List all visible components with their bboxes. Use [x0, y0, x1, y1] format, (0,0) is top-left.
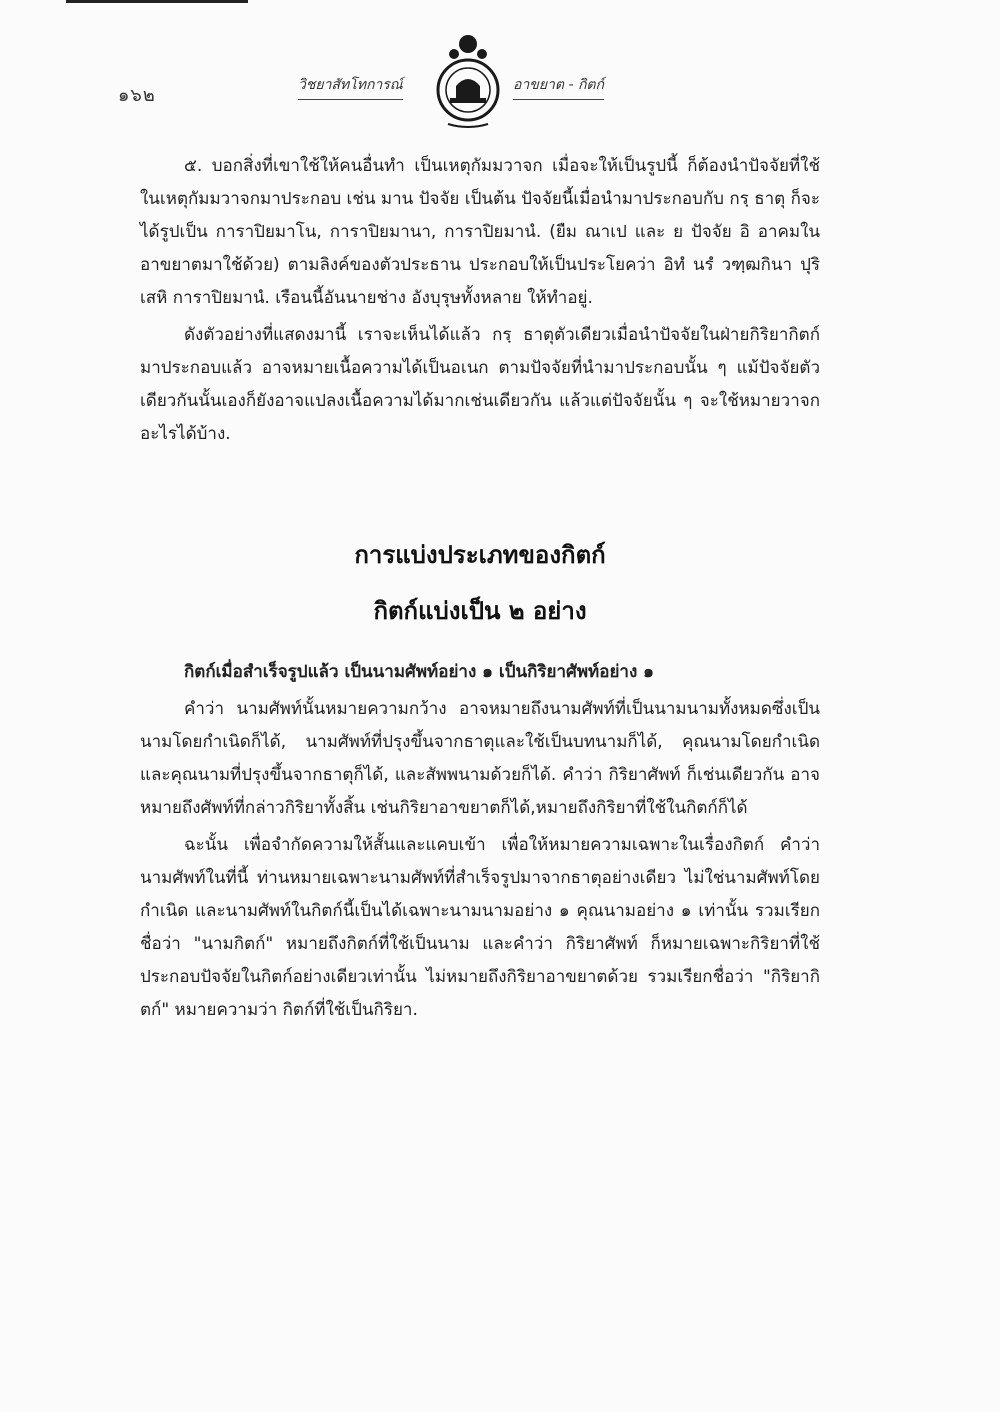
emblem-icon: [428, 32, 508, 132]
paragraph: ๕. บอกสิ่งที่เขาใช้ให้คนอื่นทำ เป็นเหตุกัมมวาจก เมื่อจะให้เป็นรูปนี้ ก็ต้องนำปัจจัยที่ใช้ในเหตุกัมมวาจกมาประกอบ เช่น มาน ปัจจัย เป็นต้น ปัจจัยนี้เมื่อนำมาประกอบกับ กรฺ ธาตุ ก็จะได้รูปเป็น การาปิยมาโน, การาปิยมานา, การาปิยมานํ. (ยืม ณาเป และ ย ปัจจัย อิ อาคมในอาขยาตมาใช้ด้วย) ตามลิงค์ของตัวประธาน ประกอบให้เป็นประโยคว่า อิทํ นรํ วฑฺฒกินา ปุริเสหิ การาปิยมานํ. เรือนนี้อันนายช่าง อังบุรุษทั้งหลาย ให้ทำอยู่.: [140, 156, 820, 308]
paragraph: ดังตัวอย่างที่แสดงมานี้ เราจะเห็นได้แล้ว กรฺ ธาตุตัวเดียวเมื่อนำปัจจัยในฝ่ายกิริยากิตก์มาประกอบแล้ว อาจหมายเนื้อความได้เป็นอเนก ตามปัจจัยที่นำมาประกอบนั้น ๆ แม้ปัจจัยตัวเดียวกันนั้นเองก็ยังอาจแปลงเนื้อความได้มากเช่นเดียวกัน แล้วแต่ปัจจัยนั้น ๆ จะใช้หมายวาจกอะไรได้บ้าง.: [140, 325, 820, 444]
page-number: ๑๖๒: [118, 85, 156, 106]
running-title-left: วิชยาสัทโทการณ์: [298, 74, 403, 100]
scan-edge-line: [66, 0, 248, 3]
body-section-top: [140, 150, 820, 451]
paragraph: คำว่า นามศัพท์นั้นหมายความกว้าง อาจหมายถึงนามศัพท์ที่เป็นนามนามทั้งหมดซึ่งเป็นนามโดยกำเนิดก็ได้, นามศัพท์ที่ปรุงขึ้นจากธาตุและใช้เป็นบทนามก็ได้, คุณนามโดยกำเนิด และคุณนามที่ปรุงขึ้นจากธาตุก็ได้, และสัพพนามด้วยก็ได้. คำว่า กิริยาศัพท์ ก็เช่นเดียวกัน อาจหมายถึงศัพท์ที่กล่าวกิริยาทั้งสิ้น เช่นกิริยาอาขยาตก็ได้,หมายถึงกิริยาที่ใช้ในกิตก์ก็ได้: [140, 699, 820, 818]
page-header: [118, 30, 638, 140]
section-headings: [140, 538, 820, 628]
running-title-right: อาขยาต - กิตก์: [513, 74, 604, 100]
body-section-bottom: [140, 656, 820, 1027]
subsection-heading: กิตก์แบ่งเป็น ๒ อย่าง: [373, 597, 587, 625]
lead-sentence: กิตก์เมื่อสำเร็จรูปแล้ว เป็นนามศัพท์อย่าง ๑ เป็นกิริยาศัพท์อย่าง ๑: [184, 662, 654, 682]
section-heading: การแบ่งประเภทของกิตก์: [354, 541, 606, 569]
paragraph: ฉะนั้น เพื่อจำกัดความให้สั้นและแคบเข้า เพื่อให้หมายความเฉพาะในเรื่องกิตก์ คำว่า นามศัพท์ในที่นี้ ท่านหมายเฉพาะนามศัพท์ที่สำเร็จรูปมาจากธาตุอย่างเดียว ไม่ใช่นามศัพท์โดยกำเนิด และนามศัพท์ในกิตก์นี้เป็นได้เฉพาะนามนามอย่าง ๑ คุณนามอย่าง ๑ เท่านั้น รวมเรียกชื่อว่า "นามกิตก์" หมายถึงกิตก์ที่ใช้เป็นนาม และคำว่า กิริยาศัพท์ ก็หมายเฉพาะกิริยาที่ใช้ประกอบปัจจัยในกิตก์อย่างเดียวเท่านั้น ไม่หมายถึงกิริยาอาขยาตด้วย รวมเรียกชื่อว่า "กิริยากิตก์" หมายความว่า กิตก์ที่ใช้เป็นกิริยา.: [140, 835, 820, 1020]
